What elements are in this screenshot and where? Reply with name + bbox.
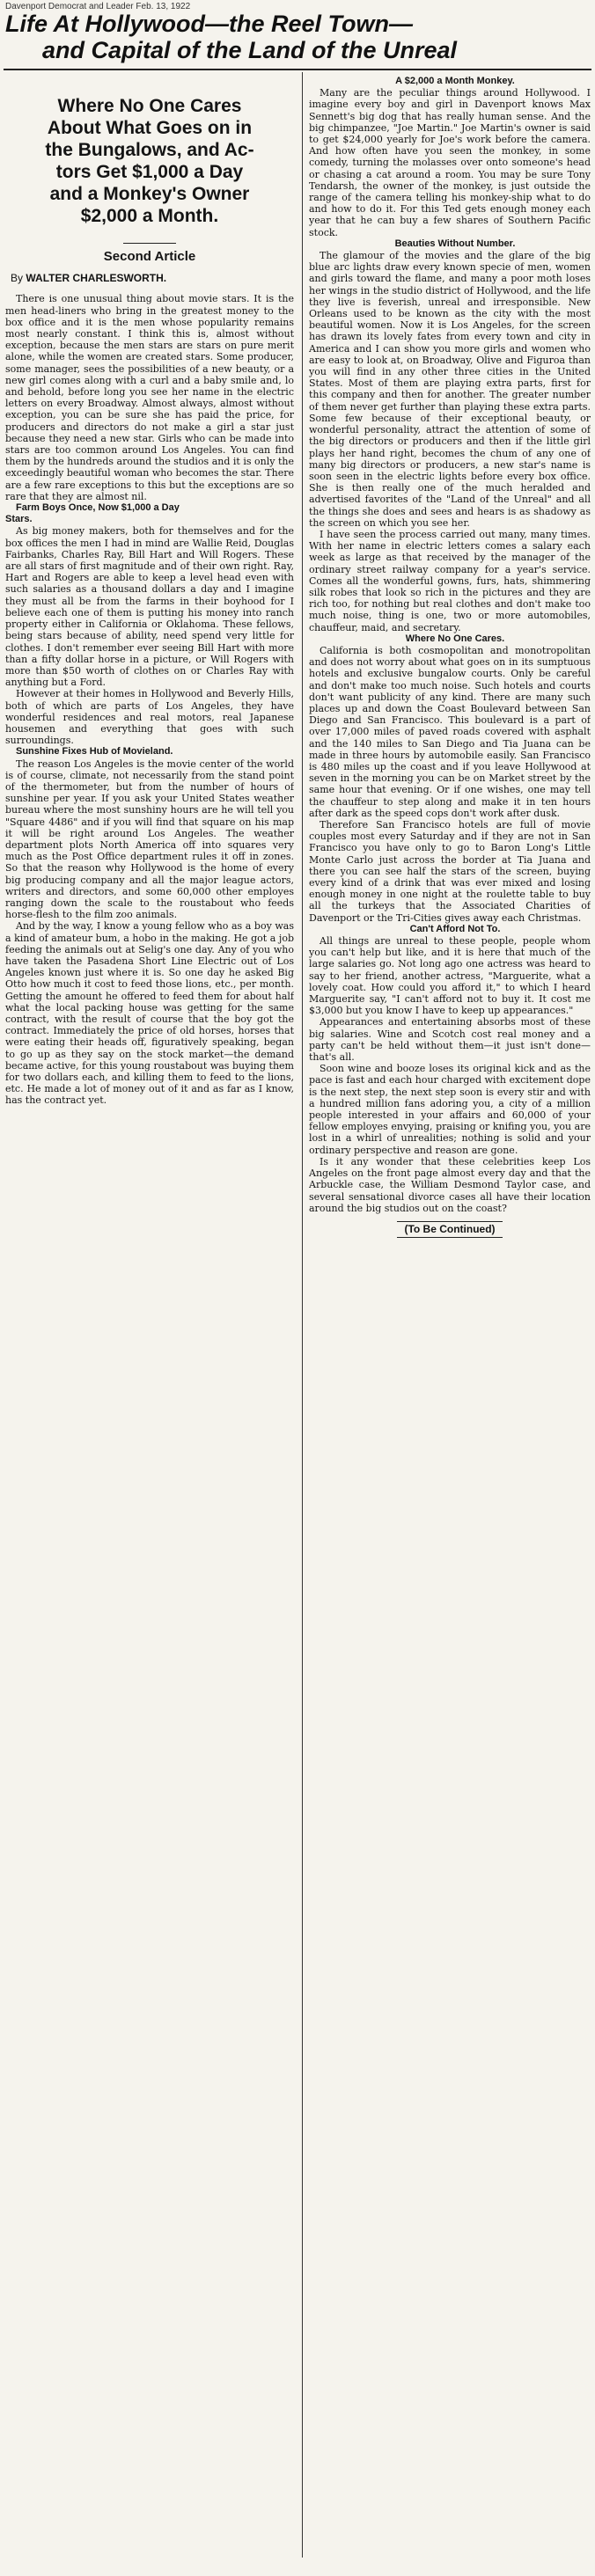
right-column (309, 76, 591, 2565)
masthead: Davenport Democrat and Leader Feb. 13, 1922 (5, 2, 191, 11)
byline (11, 273, 294, 284)
to-be-continued-label: (To Be Continued) (397, 1221, 502, 1238)
second-article-label: Second Article (103, 249, 196, 264)
deck-headline: Where No One Cares About What Goes on in the Bungalows, and Ac- tors Get $1,000 a Day and a Monkey's Owner $2,000 a Month. (45, 96, 254, 226)
left-column (5, 76, 294, 2565)
paragraph: The reason Los Angeles is the movie center of the world is of course, climate, not necessarily from the stand point of the thermometer, but from the number of hours of sunshine per year. If you ask your United States weather bureau where the most sunshiny hours are he will tell you "Square 4486" and if you will find that square on his map it will be right around Los Angeles. The weather department plots North America off into squares very much as the Post Office department rules it off in zones. So that the reason why Hollywood is the home of every big producing company and all the major league actors, writers and directors, and some 60,000 other employes ranging down the scale to the roustabout who feeds horse-flesh to the film zoo animals. (5, 757, 294, 921)
paragraph: I have seen the process carried out many, many times. With her name in electric letters comes a salary each week as large as that received by the manager of the ordinary street railway company for a year's service. Comes all the wonderful gowns, furs, hats, shimmering silk robes that look so rich in the pictures and they are rich too, for nothing but real clothes and don't make too much noise, thing is one, two or more automobiles, chauffeur, maid, and secretary. (309, 528, 591, 633)
paragraph: Appearances and entertaining absorbs most of these big salaries. Wine and Scotch cost real money and a party can't be held without them—it just isn't done—that's all. (309, 1016, 591, 1064)
paragraph: And by the way, I know a young fellow who as a boy was a kind of amateur bum, a hobo in the making. He got a job feeding the animals out at Selig's one day. Any of you who have taken the Pasadena Short Line Electric out of Los Angeles known just where it is. So one day he asked Big Otto how much it cost to feed those lions, etc., per month. Getting the amount he offered to feed them for about half what the local packing house was getting for the same contract, with the result of course that the boy got the contract. Immediately the price of old horses, horses that were eating their heads off, figuratively speaking, began to go up as they say on the stock market—the demand became active, for this young roustabout was buying them for two dollars each, and killing them to feed to the lions, etc. He made a lot of money out of it and as far as I know, has the contract yet. (5, 920, 294, 1107)
byline-author: WALTER CHARLESWORTH. (26, 272, 167, 285)
subheading: A $2,000 a Month Monkey. (395, 76, 515, 86)
paragraph: Therefore San Francisco hotels are full of movie couples most every Saturday and if they are not in San Francisco you have only to go to Baron Long's Little Monte Carlo just across the border at Tia Juana and there you can see half the stars of the screen, buying every kind of a drink that was ever mixed and losing enough money in one night at the roulette table to buy all the turkeys that the Associated Charities of Davenport or the Tri-Cities gives away each Christmas. (309, 819, 591, 924)
subheading: Sunshine Fixes Hub of Movieland. (16, 746, 173, 757)
paragraph: However at their homes in Hollywood and Beverly Hills, both of which are parts of Los Angeles, they have wonderful residences and real motors, real Japanese housemen and everything that goes with such surroundings. (5, 688, 294, 747)
paragraph: The glamour of the movies and the glare of the big blue arc lights draw every known specie of men, women and girls toward the flame, and many a poor moth loses her wings in the studio district of Hollywood, and the life they live is feverish, unreal and irresponsible. New Orleans used to be known as the city with the most beautiful women. Now it is Los Angeles, for the screen has drawn its lovely fates from every town and city in America and I can show you more girls and women who are easy to look at, on Broadway, Olive and Figuroa than you will find in any other three cities in the United States. Most of them are playing extra parts, first for this company and then for another. The greater number of them never get further than playing these extra parts. Some few because of their exceptional beauty, or wonderful personality, attract the attention of some of the big directors or producers and then if the little girl plays her hand right, becomes the chum of any one of many big directors or producers, a new star's name is soon seen in the electric lights before every box office. She is then really one of the much heralded and advertised favorites of the "Land of the Unreal" and all the things she does and sees and hears is as shadowy as the screen on which you see her. (309, 250, 591, 529)
deck-rule (123, 243, 176, 244)
subheading: Can't Afford Not To. (409, 923, 501, 934)
paragraph: As big money makers, both for themselves and for the box offices the men I had in mind are Wallie Reid, Douglas Fairbanks, Charles Ray, Bill Hart and Will Rogers. These are all stars of first magnitude and of their own right. Ray, Hart and Rogers are able to keep a level head even with such salaries as a thousand dollars a day and I imagine they must all be from the farms in their boyhood for I believe each one of them is putting his money into ranch property either in California or Oklahoma. These fellows, being stars because of ability, need spend very little for clothes. I don't remember ever seeing Bill Hart with more than a fifty dollar horse in a picture, or Will Rogers with more than $50 worth of clothes on or Charles Ray with anything but a Ford. (5, 525, 294, 689)
paragraph: Soon wine and booze loses its original kick and as the pace is fast and each hour charged with excitement dope is the next step, the next step soon is every stir and with a hundred million fans adoring you, a city of a million people interested in your affairs and 60,000 of your fellow employes envying, praising or knifing you, you are lost in a whirl of unrealities; nothing is solid and your ordinary perspective and reason are gone. (309, 1063, 591, 1156)
to-be-continued (309, 1221, 591, 1238)
paragraph: There is one unusual thing about movie stars. It is the men head-liners who bring in the greatest money to the box office and it is the men whose popularity remains most nearly constant. I think this is, almost without exception, because the men stars are stars on pure merit alone, while the women are created stars. Some producer, some manager, sees the possibilities of a new beauty, or a new girl comes along with a curl and a baby smile and, lo and behold, before long you see her name in the electric letters on every Broadway. Almost always, almost without exception, you can be sure she has paid the price, for producers and directors do not make a girl a star just because they need a new star. Girls who can be made into stars are too common around Los Angeles. You can find them by the hundreds around the studios and it is only the exceedingly beautiful woman who becomes the star. There are a few rare exceptions to this but the exceptions are so rare that they are almost nil. (5, 293, 294, 502)
subheading: Where No One Cares. (405, 633, 505, 644)
subheading: Farm Boys Once, Now $1,000 a Day Stars. (5, 502, 180, 525)
paragraph: Many are the peculiar things around Hollywood. I imagine every boy and girl in Davenport knows Max Sennett's big dog that has really human sense. And the big chimpanzee, "Joe Martin." Joe Martin's owner is said to get $24,000 yearly for Joe's work before the camera. And how often have you seen the monkey, in some comedy, turning the molasses over onto someone's head or chasing a cat around a room. You may be sure Tony Tendarsh, the owner of the monkey, is just outside the range of the camera telling his monkey-ship what to do and how to do it. For this Ted gets enough money each year that he can buy a few shares of Southern Pacific stock. (309, 87, 591, 238)
paragraph: Is it any wonder that these celebrities keep Los Angeles on the front page almost every day and that the Arbuckle case, the William Desmond Taylor case, and several sensational divorce cases all have their location around the big studios out on the coast? (309, 1155, 591, 1214)
paragraph: All things are unreal to these people, people whom you can't help but like, and it is here that much of the large salaries go. Not long ago one actress was heard to say to her friend, another actress, "Marguerite, what a lovely coat. How could you afford it," to which I heard Marguerite say, "I can't afford not to buy it. It cost me $3,000 but you know I have to keep up appearances." (309, 935, 591, 1017)
byline-by: By (11, 272, 24, 285)
headline-line-2: and Capital of the Land of the Unreal (42, 37, 458, 63)
subheading: Beauties Without Number. (394, 238, 516, 249)
paragraph: California is both cosmopolitan and monotropolitan and does not worry about what goes on in its sumptuous hotels and exclusive bungalow courts. Only be careful and don't make too much noise. Such hotels and courts don't want publicity of any kind. There are many such places up and down the Coast Boulevard between San Diego and San Francisco. This boulevard is a part of over 17,000 miles of paved roads covered with asphalt and the 140 miles to San Diego and Tia Juana can be made in three hours by automobile easily. San Francisco is 480 miles up the coast and if you leave Hollywood at seven in the morning you can be on Market street by the same hour that evening. Or if one wishes, one may tell the chauffeur to step along and make it in ten hours after dark as the speed cops don't work after dusk. (309, 644, 591, 819)
headline (5, 11, 590, 63)
headline-line-1: Life At Hollywood—the Reel Town— (5, 11, 413, 37)
column-divider (302, 72, 303, 2558)
headline-rule (4, 69, 591, 70)
